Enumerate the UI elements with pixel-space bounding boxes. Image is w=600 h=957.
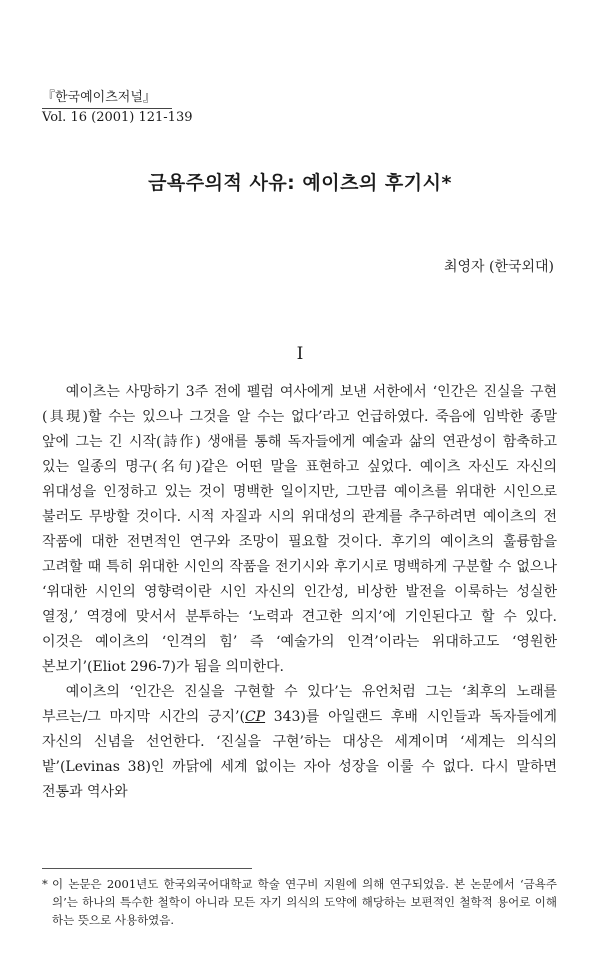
paragraph-1: 예이츠는 사망하기 3주 전에 펠럼 여사에게 보낸 서한에서 ‘인간은 진실을 구현(具現)할 수는 있으나 그것을 알 수는 없다’라고 언급하였다. 죽음에 임박한 종말 앞에 그는 긴 시작(詩作) 생애를 통해 독자들에게 예술과 삶의 연관성이 함축하고 있는 일종의 명구(名句)같은 어떤 말을 표현하고 싶었다. 예이츠 자신도 자신의 위대성을 인정하고 있는 것이 명백한 일이지만, 그만큼 예이츠를 위대한 시인으로 불러도 무방할 것이다. 시적 자질과 시의 위대성의 관계를 추구하려면 예이츠의 전 작품에 대한 전면적인 연구와 조망이 필요할 것이다. 후기의 예이츠의 훌륭함을 고려할 때 특히 위대한 시인의 작품을 전기시와 후기시로 명백하게 구분할 수 없으나 ‘위대한 시인의 영향력이란 시인 자신의 인간성, 비상한 발전을 이룩하는 성실한 열정,’ 역경에 맞서서 분투하는 ‘노력과 견고한 의지’에 기인된다고 할 수 있다. 이것은 예이츠의 ‘인격의 힘’ 즉 ‘예술가의 인격’이라는 위대하고도 ‘영원한 본보기’(Eliot 296-7)가 됨을 의미한다. bbox=[42, 384, 557, 675]
paragraph-2-part-b: 343)를 아일랜드 후배 시인들과 독자들에게 자신의 신념을 선언한다. ‘진실을 구현’하는 대상은 세계이며 ‘세계는 의식의 밭’(Levinas 38)인 까닭에 세계 없이는 자아 성장을 이룰 수 없다. 다시 말하면 전통과 역사와 bbox=[42, 709, 557, 800]
article-title: 금욕주의적 사유: 예이츠의 후기시* bbox=[148, 172, 452, 194]
body-text bbox=[42, 380, 557, 805]
volume-info: Vol. 16 (2001) 121-139 bbox=[42, 110, 193, 125]
footnote-divider bbox=[42, 868, 252, 869]
section-heading: I bbox=[296, 344, 304, 364]
paragraph-2 bbox=[42, 680, 557, 805]
footnote bbox=[42, 875, 557, 929]
paragraph-2-part-a: 예이츠의 ‘인간은 진실을 구현할 수 있다’는 유언처럼 그는 ‘최후의 노래를 부르는/그 마지막 시간의 긍지’( bbox=[42, 684, 557, 725]
author-line: 최영자 (한국외대) bbox=[443, 259, 554, 275]
journal-name: 『한국예이츠저널』 bbox=[42, 90, 156, 105]
footnote-text: 이 논문은 2001년도 한국외국어대학교 학술 연구비 지원에 의해 연구되었음. 본 논문에서 ‘금욕주의’는 하나의 특수한 철학이 아니라 모든 자기 의식의 도약에 해당하는 보편적인 철학적 용어로 이해하는 뜻으로 사용하였음. bbox=[52, 877, 557, 927]
footnote-marker: * bbox=[42, 877, 48, 891]
journal-header bbox=[42, 90, 193, 126]
journal-header-rule bbox=[42, 108, 172, 109]
citation-cp: CP bbox=[244, 709, 266, 725]
